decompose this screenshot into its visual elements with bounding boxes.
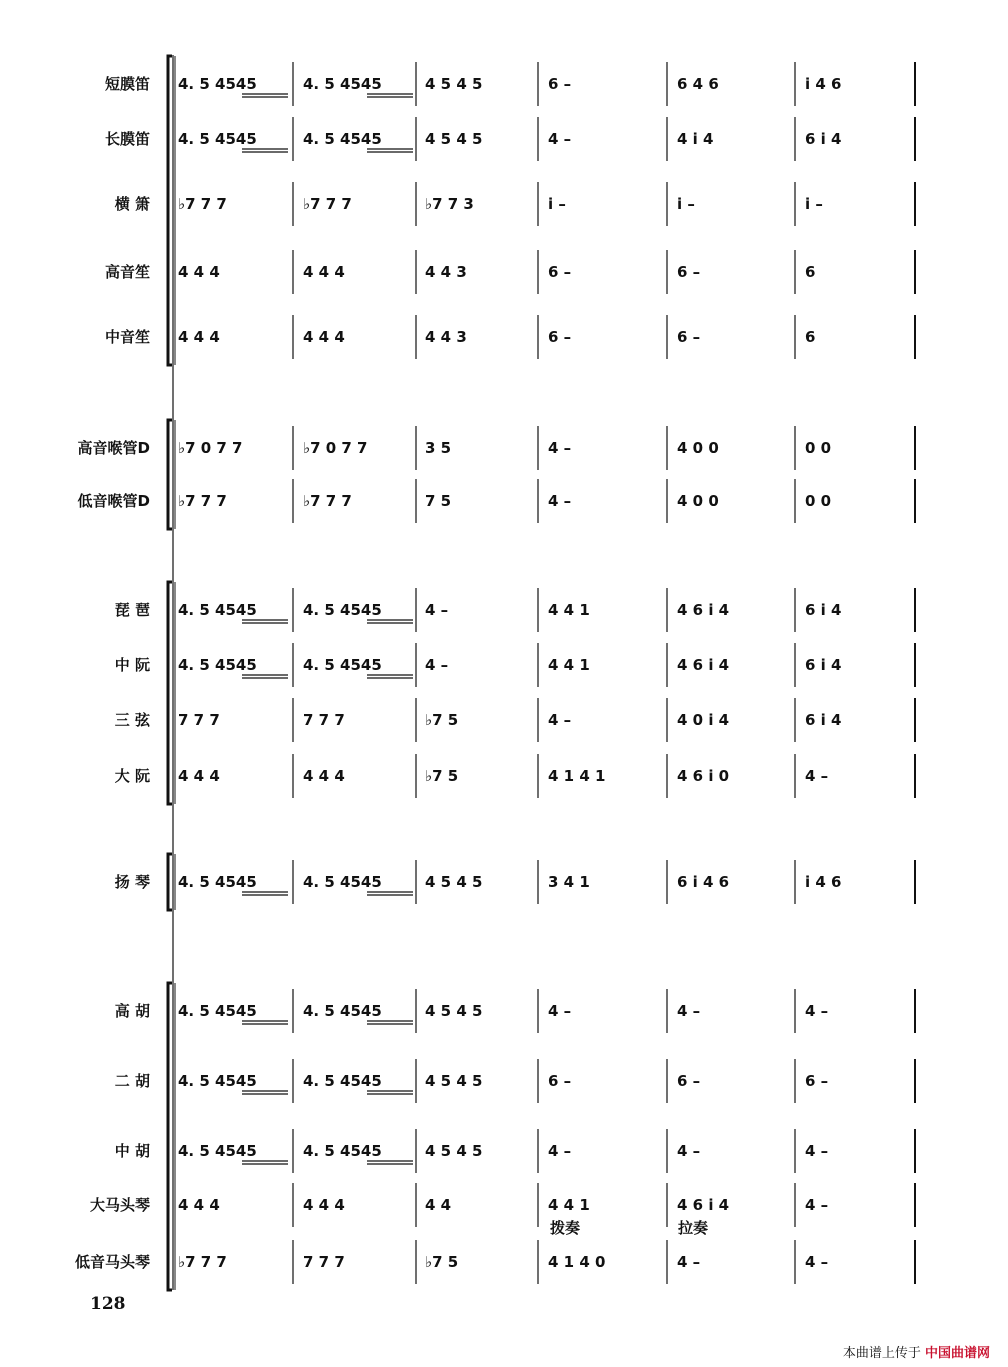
measure-notes: 4 4 1 <box>548 601 590 619</box>
measure-notes: i – <box>677 195 695 213</box>
measure-notes: 6 i 4 <box>805 130 842 148</box>
measure-notes: 4 4 4 <box>178 767 220 785</box>
measure-notes: 4 0 0 <box>677 439 719 457</box>
measure-notes: i 4 6 <box>805 873 842 891</box>
measure-notes: 4 – <box>677 1253 701 1271</box>
instrument-label: 低音喉管D <box>77 492 150 510</box>
measure-notes: 4 1 4 1 <box>548 767 606 785</box>
measure-notes: 4 6 i 4 <box>677 601 730 619</box>
instrument-label: 中 胡 <box>114 1142 150 1160</box>
measure-notes: 4 – <box>805 1002 829 1020</box>
instrument-label: 高 胡 <box>114 1002 150 1020</box>
measure-notes: 6 i 4 <box>805 601 842 619</box>
measure-notes: 6 <box>805 263 816 281</box>
measure-notes: 4. 5 4545 <box>303 601 382 619</box>
measure-notes: 4. 5 4545 <box>178 601 257 619</box>
measure-notes: 7 7 7 <box>303 1253 345 1271</box>
measure-notes: 4 – <box>548 1142 572 1160</box>
measure-notes: 4 – <box>548 439 572 457</box>
footer-source <box>843 1342 990 1361</box>
measure-notes: 4 – <box>425 656 449 674</box>
instrument-label: 横 箫 <box>114 195 150 213</box>
instrument-label: 中 阮 <box>114 656 150 674</box>
measure-notes: 6 – <box>548 1072 572 1090</box>
footer-prefix: 本曲谱上传于 <box>842 1346 921 1361</box>
measure-notes: 4 1 4 0 <box>548 1253 606 1271</box>
measure-notes: 4 – <box>677 1002 701 1020</box>
measure-notes: 4. 5 4545 <box>303 130 382 148</box>
measure-notes: 4 5 4 5 <box>425 1142 483 1160</box>
measure-notes: 0 0 <box>805 439 832 457</box>
measure-notes: 4. 5 4545 <box>303 1002 382 1020</box>
measure-notes: ♭7 0 7 7 <box>178 439 243 457</box>
group-bracket <box>168 582 172 804</box>
pizz-marking: 拨奏 <box>550 1219 581 1237</box>
arco-marking: 拉奏 <box>678 1219 709 1237</box>
measure-notes: ♭7 7 7 <box>178 195 227 213</box>
measure-notes: 4 4 4 <box>303 767 345 785</box>
measure-notes: 4 – <box>548 711 572 729</box>
group-bracket <box>168 854 172 910</box>
measure-notes: 4 – <box>677 1142 701 1160</box>
measure-notes: 4. 5 4545 <box>178 75 257 93</box>
measure-notes: 6 – <box>677 263 701 281</box>
group-bracket <box>168 983 172 1290</box>
measure-notes: 6 i 4 6 <box>677 873 730 891</box>
instrument-label: 低音马头琴 <box>74 1253 150 1271</box>
measure-notes: 4 6 i 4 <box>677 656 730 674</box>
measure-notes: 4 4 4 <box>303 263 345 281</box>
measure-notes: 6 – <box>677 1072 701 1090</box>
measure-notes: ♭7 7 7 <box>303 195 352 213</box>
measure-notes: 4. 5 4545 <box>178 130 257 148</box>
measure-notes: ♭7 7 7 <box>178 492 227 510</box>
measure-notes: 4 – <box>805 1196 829 1214</box>
measure-notes: 4 0 0 <box>677 492 719 510</box>
measure-notes: ♭7 5 <box>425 711 459 729</box>
measure-notes: i – <box>805 195 823 213</box>
measure-notes: 0 0 <box>805 492 832 510</box>
measure-notes: 4 4 <box>425 1196 452 1214</box>
measure-notes: 3 5 <box>425 439 452 457</box>
measure-notes: 6 4 6 <box>677 75 719 93</box>
measure-notes: i 4 6 <box>805 75 842 93</box>
measure-notes: 4 4 4 <box>178 263 220 281</box>
measure-notes: 4 4 1 <box>548 1196 590 1214</box>
measure-notes: 6 i 4 <box>805 711 842 729</box>
measure-notes: 3 4 1 <box>548 873 590 891</box>
measure-notes: 4 – <box>425 601 449 619</box>
measure-notes: 4. 5 4545 <box>303 873 382 891</box>
measure-notes: 6 – <box>548 328 572 346</box>
measure-notes: ♭7 7 7 <box>303 492 352 510</box>
instrument-label: 高音喉管D <box>77 439 150 457</box>
instrument-label: 扬 琴 <box>114 873 150 891</box>
measure-notes: ♭7 7 3 <box>425 195 474 213</box>
instrument-label: 大马头琴 <box>89 1196 150 1214</box>
measure-notes: 6 – <box>548 75 572 93</box>
measure-notes: 4 – <box>548 492 572 510</box>
measure-notes: 4. 5 4545 <box>178 1142 257 1160</box>
measure-notes: 4 – <box>548 1002 572 1020</box>
instrument-label: 长膜笛 <box>104 130 150 148</box>
measure-notes: 4 i 4 <box>677 130 714 148</box>
measure-notes: 4 4 4 <box>303 328 345 346</box>
measure-notes: 4 0 i 4 <box>677 711 730 729</box>
measure-notes: ♭7 5 <box>425 767 459 785</box>
measure-notes: 4 5 4 5 <box>425 1072 483 1090</box>
measure-notes: 4 5 4 5 <box>425 1002 483 1020</box>
measure-notes: 4. 5 4545 <box>303 1142 382 1160</box>
instrument-label: 三 弦 <box>114 711 150 729</box>
measure-notes: 7 7 7 <box>303 711 345 729</box>
measure-notes: 6 <box>805 328 816 346</box>
group-bracket <box>168 420 172 529</box>
instrument-label: 短膜笛 <box>104 75 150 93</box>
measure-notes: 4 – <box>805 1142 829 1160</box>
measure-notes: 4 – <box>805 767 829 785</box>
measure-notes: 4 5 4 5 <box>425 75 483 93</box>
instrument-label: 高音笙 <box>104 263 150 281</box>
measure-notes: 4. 5 4545 <box>303 1072 382 1090</box>
measure-notes: 4. 5 4545 <box>178 1002 257 1020</box>
instrument-label: 二 胡 <box>114 1072 150 1090</box>
measure-notes: 6 – <box>548 263 572 281</box>
measure-notes: i – <box>548 195 566 213</box>
measure-notes: 4 4 3 <box>425 263 467 281</box>
measure-notes: 4. 5 4545 <box>303 75 382 93</box>
measure-notes: 4 4 4 <box>178 328 220 346</box>
instrument-label: 大 阮 <box>114 767 150 785</box>
instrument-label: 中音笙 <box>104 328 150 346</box>
measure-notes: 4 4 4 <box>178 1196 220 1214</box>
measure-notes: 4. 5 4545 <box>303 656 382 674</box>
measure-notes: ♭7 5 <box>425 1253 459 1271</box>
group-bracket <box>168 56 172 365</box>
measure-notes: 4. 5 4545 <box>178 656 257 674</box>
measure-notes: 7 7 7 <box>178 711 220 729</box>
measure-notes: 4 – <box>805 1253 829 1271</box>
measure-notes: 4. 5 4545 <box>178 1072 257 1090</box>
measure-notes: 6 i 4 <box>805 656 842 674</box>
measure-notes: 7 5 <box>425 492 452 510</box>
measure-notes: 4 5 4 5 <box>425 873 483 891</box>
measure-notes: 6 – <box>805 1072 829 1090</box>
measure-notes: 4 4 4 <box>303 1196 345 1214</box>
measure-notes: ♭7 7 7 <box>178 1253 227 1271</box>
measure-notes: 4 – <box>548 130 572 148</box>
measure-notes: 4 6 i 4 <box>677 1196 730 1214</box>
measure-notes: 4 5 4 5 <box>425 130 483 148</box>
measure-notes: ♭7 0 7 7 <box>303 439 368 457</box>
measure-notes: 4 6 i 0 <box>677 767 730 785</box>
measure-notes: 4. 5 4545 <box>178 873 257 891</box>
measure-notes: 4 4 1 <box>548 656 590 674</box>
instrument-label: 琵 琶 <box>114 601 150 619</box>
measure-notes: 4 4 3 <box>425 328 467 346</box>
page-number: 128 <box>90 1294 126 1314</box>
measure-notes: 6 – <box>677 328 701 346</box>
footer-site: 中国曲谱网 <box>924 1346 990 1361</box>
